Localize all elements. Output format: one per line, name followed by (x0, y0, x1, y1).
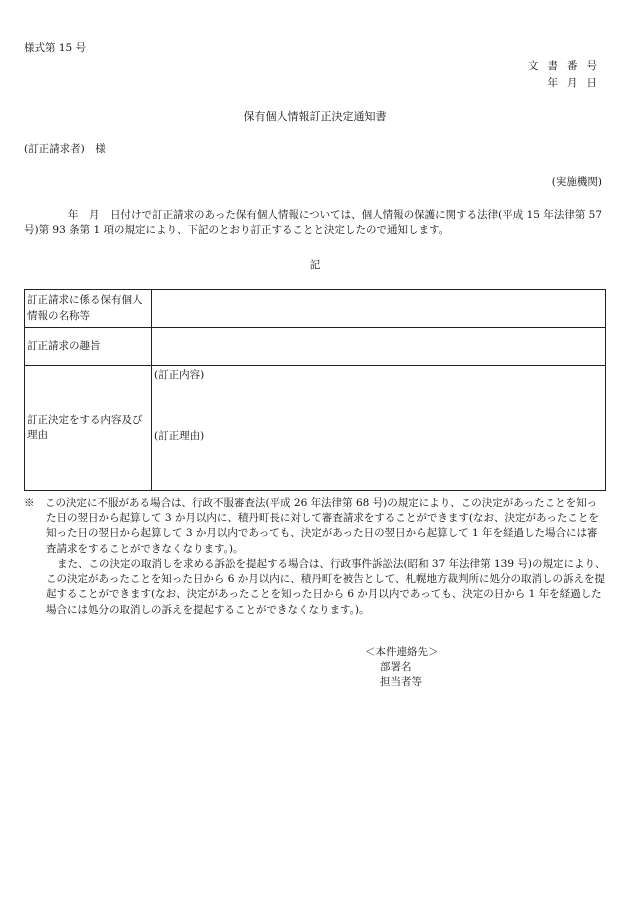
row-label-decision: 訂正決定をする内容及び理由 (25, 366, 152, 491)
body-paragraph: 年 月 日付けで訂正請求のあった保有個人情報については、個人情報の保護に関する法律(平成 15 年法律第 57 号)第 93 条第 1 項の規定により、下記のとおり訂正することと決定したので通知します。 (24, 209, 603, 237)
contact-block (365, 645, 439, 691)
note-lawsuit: また、この決定の取消しを求める訴訟を提起する場合は、行政事件訴訟法(昭和 37 年法律第 139 号)の規定により、この決定があったことを知った日から 6 か月以内に、積丹町を被告として、札幌地方裁判所に処分の取消しの訴えを提起することができます(なお、決定があったことを知った日から 6 か月以内であっても、決定の日から 1 年を経過した場合には処分の取消しの訴えを提起することができなくなります。)。 (46, 557, 606, 616)
form-number: 様式第 15 号 (24, 42, 87, 54)
row-label-request-purpose: 訂正請求の趣旨 (25, 328, 152, 366)
row-value-info-name (152, 290, 606, 328)
correction-reason-label: (訂正理由) (154, 430, 205, 443)
agency-label: (実施機関) (551, 176, 602, 188)
document-date-label: 年月日 (547, 77, 606, 89)
row-value-request-purpose (152, 328, 606, 366)
table-row (25, 290, 606, 328)
addressee: (訂正請求者) 様 (24, 143, 106, 155)
row-label-info-name: 訂正請求に係る保有個人情報の名称等 (25, 290, 152, 328)
note-appeal: ※ この決定に不服がある場合は、行政不服審査法(平成 26 年法律第 68 号)の規定により、この決定があったことを知った日の翌日から起算して 3 か月以内に、積丹町長に対して審査請求をすることができます(なお、決定があったことを知った日の翌日から起算して 3 か月以内であっても、決定があった日の翌日から起算して 1 年を経過した場合には審査請求をすることができなくなります。)。 (24, 497, 599, 555)
table-row (25, 366, 606, 491)
notice-table (24, 289, 606, 491)
page-title: 保有個人情報訂正決定通知書 (243, 110, 387, 123)
correction-content-label: (訂正内容) (154, 369, 205, 381)
contact-department: 部署名 (380, 661, 412, 674)
contact-heading: ＜本件連絡先＞ (365, 646, 439, 658)
notes-section (24, 496, 606, 618)
row-value-decision (152, 366, 606, 491)
contact-person: 担当者等 (380, 676, 422, 689)
table-row (25, 328, 606, 366)
body-text (24, 208, 606, 238)
ki-heading: 記 (309, 259, 321, 271)
document-number-label: 文書番号 (528, 60, 606, 72)
